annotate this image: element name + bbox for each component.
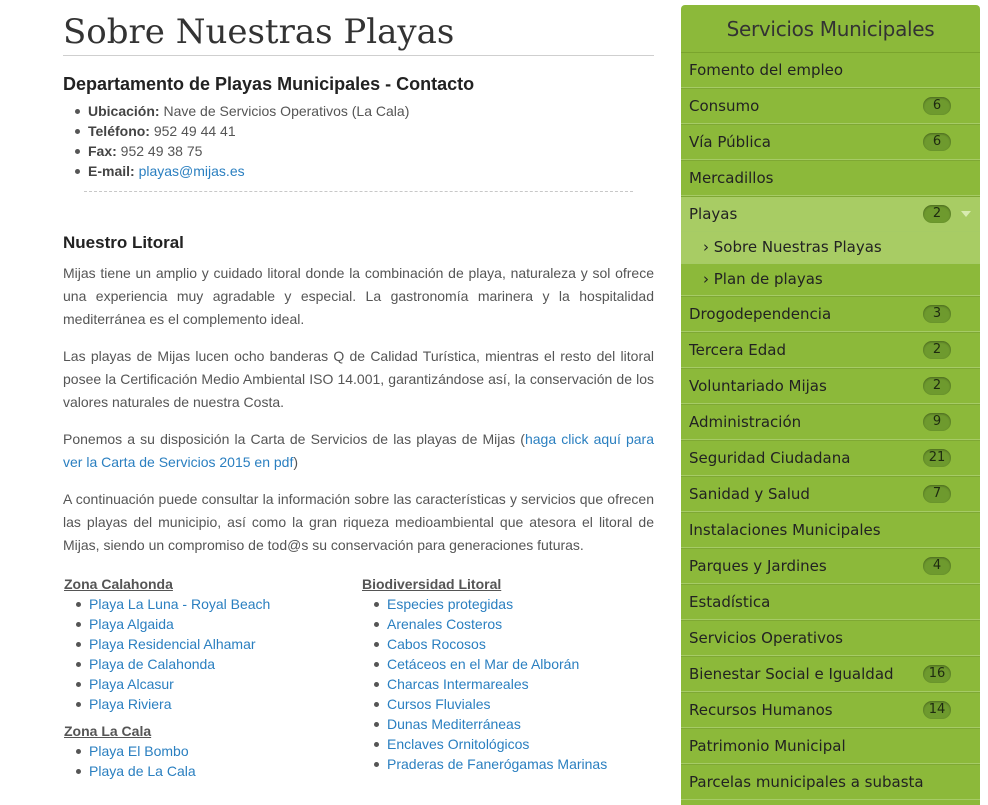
biodiversity-link[interactable]: Enclaves Ornitológicos: [387, 736, 530, 752]
sidebar-item-voluntariado[interactable]: [681, 368, 980, 404]
sidebar-item-tercera-edad[interactable]: [681, 332, 980, 368]
contact-location-value: Nave de Servicios Operativos (La Cala): [159, 103, 410, 119]
zone-calahonda-heading: Zona Calahonda: [64, 576, 173, 592]
sidebar-item-label: Tercera Edad: [689, 341, 786, 359]
sidebar-item-administracion[interactable]: [681, 404, 980, 440]
zone-lacala-list: [64, 741, 354, 781]
list-item: [387, 654, 654, 674]
sidebar-item-mercadillos[interactable]: [681, 160, 980, 196]
biodiversity-link[interactable]: Charcas Intermareales: [387, 676, 529, 692]
list-item: [89, 594, 354, 614]
beach-link[interactable]: Playa Algaida: [89, 616, 174, 632]
list-item: [387, 694, 654, 714]
zone-lacala-heading: Zona La Cala: [64, 723, 152, 739]
beach-link[interactable]: Playa Residencial Alhamar: [89, 636, 256, 652]
list-item: [89, 694, 354, 714]
sidebar-item-bienestar-social[interactable]: [681, 656, 980, 692]
sidebar-item-label: Patrimonio Municipal: [689, 737, 846, 755]
count-badge: 3: [923, 305, 951, 323]
litoral-paragraph-2: Las playas de Mijas lucen ocho banderas Q de Calidad Turística, mientras el resto del litoral posee la Certificación Medio Ambiental ISO 14.001, garantizándose así, la conservación de los valores naturales de nuestra Costa.: [63, 348, 654, 410]
biodiversidad-heading: Biodiversidad Litoral: [362, 576, 502, 592]
sidebar-item-via-publica[interactable]: [681, 124, 980, 160]
p3-text-before: Ponemos a su disposición la Carta de Servicios de las playas de Mijas (: [63, 431, 525, 447]
sidebar-item-patrimonio[interactable]: [681, 728, 980, 764]
sidebar-item-label: Estadística: [689, 593, 771, 611]
contact-email-label: E-mail:: [88, 163, 135, 179]
list-item: [89, 634, 354, 654]
sidebar-item-instalaciones[interactable]: [681, 512, 980, 548]
list-item: [387, 614, 654, 634]
count-badge: 21: [923, 449, 951, 467]
sidebar-item-label: Servicios Operativos: [689, 629, 843, 647]
main-content: [63, 0, 654, 804]
count-badge: 6: [923, 97, 951, 115]
sidebar-subitem-sobre-nuestras-playas[interactable]: › Sobre Nuestras Playas: [681, 232, 980, 264]
count-badge: 14: [923, 701, 951, 719]
contact-location-label: Ubicación:: [88, 103, 160, 119]
list-item: [387, 674, 654, 694]
contact-list: [63, 101, 654, 181]
contact-phone: [88, 121, 654, 141]
biodiversity-link[interactable]: Cetáceos en el Mar de Alborán: [387, 656, 580, 672]
zones-right-column: [362, 574, 654, 774]
sidebar-item-label: Administración: [689, 413, 802, 431]
list-item: [89, 674, 354, 694]
contact-heading: Departamento de Playas Municipales - Contacto: [63, 74, 475, 94]
beach-link[interactable]: Playa de Calahonda: [89, 656, 216, 672]
list-item: [387, 634, 654, 654]
sidebar-item-label: Fomento del empleo: [689, 61, 844, 79]
contact-fax: [88, 141, 654, 161]
sidebar-item-label: Playas: [689, 205, 738, 223]
litoral-heading: Nuestro Litoral: [63, 233, 184, 252]
sidebar-item-servicios-operativos[interactable]: [681, 620, 980, 656]
page-title: Sobre Nuestras Playas: [63, 0, 654, 56]
sidebar-item-parcelas-subasta[interactable]: [681, 764, 980, 800]
caret-down-icon[interactable]: [961, 211, 971, 217]
list-item: [89, 761, 354, 781]
biodiversity-link[interactable]: Arenales Costeros: [387, 616, 503, 632]
sidebar-item-label: Bienestar Social e Igualdad: [689, 665, 894, 683]
biodiversity-link[interactable]: Dunas Mediterráneas: [387, 716, 521, 732]
count-badge: 7: [923, 485, 951, 503]
biodiversidad-list: [362, 594, 654, 774]
contact-phone-value: 952 49 44 41: [149, 123, 236, 139]
beach-zones: [63, 574, 654, 804]
contact-fax-value: 952 49 38 75: [116, 143, 203, 159]
biodiversity-link[interactable]: Especies protegidas: [387, 596, 514, 612]
count-badge: 4: [923, 557, 951, 575]
sidebar-item-label: Sanidad y Salud: [689, 485, 810, 503]
list-item: [89, 741, 354, 761]
litoral-paragraph-3: [63, 428, 654, 474]
sidebar-item-label: Drogodependencia: [689, 305, 832, 323]
count-badge: 9: [923, 413, 951, 431]
sidebar-item-label: Mercadillos: [689, 169, 774, 187]
beach-link[interactable]: Playa El Bombo: [89, 743, 189, 759]
sidebar-item-label: Seguridad Ciudadana: [689, 449, 851, 467]
sidebar-item-recursos-humanos[interactable]: [681, 692, 980, 728]
sidebar-servicios: [681, 5, 980, 805]
sidebar-subitem-plan-de-playas[interactable]: › Plan de playas: [681, 264, 980, 296]
litoral-paragraph-1: Mijas tiene un amplio y cuidado litoral donde la combinación de playa, naturaleza y sol ofrece una experiencia muy agradable y especial. La gastronomía marinera y la hospitalidad mediterránea es el complemento ideal.: [63, 265, 654, 327]
list-item: [89, 614, 354, 634]
biodiversity-link[interactable]: Cursos Fluviales: [387, 696, 491, 712]
sidebar-item-consumo[interactable]: [681, 88, 980, 124]
sidebar-item-label: Parques y Jardines: [689, 557, 827, 575]
count-badge: 6: [923, 133, 951, 151]
sidebar-item-playas[interactable]: [681, 196, 980, 232]
contact-fax-label: Fax:: [88, 143, 117, 159]
carta-servicios-link[interactable]: haga click aquí para ver la Carta de Servicios 2015 en pdf: [63, 431, 654, 470]
beach-link[interactable]: Playa de La Cala: [89, 763, 196, 779]
sidebar-item-estadistica[interactable]: [681, 584, 980, 620]
sidebar-item-sanidad-salud[interactable]: [681, 476, 980, 512]
sidebar-item-label: Recursos Humanos: [689, 701, 833, 719]
sidebar-item-fomento-empleo[interactable]: [681, 53, 980, 88]
list-item: [387, 754, 654, 774]
list-item: [387, 594, 654, 614]
contact-phone-label: Teléfono:: [88, 123, 150, 139]
count-badge: 2: [923, 341, 951, 359]
sidebar-item-label: Parcelas municipales a subasta: [689, 773, 924, 791]
count-badge: 2: [923, 377, 951, 395]
list-item: [387, 734, 654, 754]
sidebar-item-label: Voluntariado Mijas: [689, 377, 827, 395]
dashed-divider: [84, 191, 633, 192]
litoral-paragraph-4: A continuación puede consultar la información sobre las características y servicios que ofrecen las playas del municipio, así como la gran riqueza medioambiental que atesora el litoral de Mijas, siendo un compromiso de tod@s su conservación para generaciones futuras.: [63, 491, 654, 553]
list-item: [89, 654, 354, 674]
biodiversity-link[interactable]: Praderas de Fanerógamas Marinas: [387, 756, 608, 772]
zones-left-column: [64, 574, 354, 781]
list-item: [387, 714, 654, 734]
sidebar-item-parques-jardines[interactable]: [681, 548, 980, 584]
biodiversity-link[interactable]: Cabos Rocosos: [387, 636, 486, 652]
count-badge: 2: [923, 205, 951, 223]
contact-email: [88, 161, 654, 181]
sidebar-item-label: Vía Pública: [689, 133, 771, 151]
sidebar-title: Servicios Municipales: [681, 5, 980, 53]
sidebar-item-seguridad-ciudadana[interactable]: [681, 440, 980, 476]
beach-link[interactable]: Playa Riviera: [89, 696, 172, 712]
sidebar-item-drogodependencia[interactable]: [681, 296, 980, 332]
sidebar-item-label: Instalaciones Municipales: [689, 521, 881, 539]
contact-location: [88, 101, 654, 121]
count-badge: 16: [923, 665, 951, 683]
beach-link[interactable]: Playa Alcasur: [89, 676, 174, 692]
zone-calahonda-list: [64, 594, 354, 714]
contact-email-link[interactable]: playas@mijas.es: [138, 163, 245, 179]
sidebar-item-label: Consumo: [689, 97, 760, 115]
p3-text-after: ): [293, 454, 299, 470]
beach-link[interactable]: Playa La Luna - Royal Beach: [89, 596, 271, 612]
